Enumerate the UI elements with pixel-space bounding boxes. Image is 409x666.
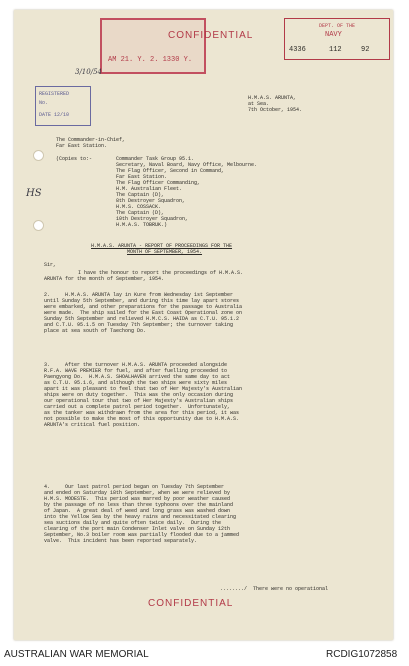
para4-line1: 4. Our last patrol period began on Tuesday 7th September (44, 484, 225, 490)
continuation-line: ......../ There were no operational (220, 586, 329, 592)
para3-line10: not possible to make the most of this opportunity due to H.M.A.S. (44, 416, 240, 422)
copies-line-9: H.M.S. COSSACK. (116, 204, 162, 210)
para3-line2: R.F.A. WAVE PREMIER for fuel, and after fuelling proceeded to (44, 368, 228, 374)
para3-line5: apart it was pleasant to feel that two of Her Majesty's Australian (44, 386, 243, 392)
para1-line2: ARUNTA for the month of September, 1954. (44, 276, 165, 282)
para2-line1: 2. H.M.A.S. ARUNTA lay in Kure from Wednesday 1st September (44, 292, 234, 298)
department-stamp-line2: NAVY (325, 31, 342, 39)
para3-line11: ARUNTA's critical fuel position. (44, 422, 141, 428)
para2-line7: place at sea south of Taechong Do. (44, 328, 147, 334)
confidential-stamp-top: CONFIDENTIAL (168, 30, 254, 41)
copies-line-1: Commander Task Group 95.1. (116, 156, 195, 162)
para4-line5: of Japan. A great deal of weed and long grass was washed down (44, 508, 231, 514)
header-location: at Sea. (248, 101, 270, 107)
copies-line-11: 10th Destroyer Squadron, (116, 216, 189, 222)
para4-line7: sea suctions daily and quite often twice daily. During the (44, 520, 222, 526)
handwritten-margin-mark: HS (26, 188, 42, 199)
para4-line9: September, No.3 boiler room was partially flooded due to a jammed (44, 532, 240, 538)
copies-line-7: The Captain (D), (116, 192, 165, 198)
copies-line-8: 8th Destroyer Squadron, (116, 198, 186, 204)
para3-line3: Paengyong Do. H.M.A.S. SHOALHAVEN arrived the same day to act (44, 374, 231, 380)
copies-line-6: H.M. Australian Fleet. (116, 186, 183, 192)
para3-line1: 3. After the turnover H.M.A.S. ARUNTA proceeded alongside (44, 362, 228, 368)
footer-institution: AUSTRALIAN WAR MEMORIAL (4, 649, 149, 660)
para4-line4: by the passage of no less than three typhoons over the mainland (44, 502, 234, 508)
subject-line-2: MONTH OF SEPTEMBER, 1954. (127, 249, 203, 255)
confidential-stamp-bottom: CONFIDENTIAL (148, 598, 234, 609)
para3-line4: as C.T.U. 95.1.6, and although the two ships were sixty miles (44, 380, 228, 386)
para3-line6: ships were on duty together. This was the only occasion during (44, 392, 234, 398)
copies-line-3: The Flag Officer, Second in Command, (116, 168, 225, 174)
copies-line-5: The Flag Officer Commanding, (116, 180, 201, 186)
salutation: Sir, (44, 262, 57, 268)
copies-label: (Copies to:- (56, 156, 93, 162)
punch-hole-bottom (33, 220, 44, 231)
handwritten-date: 3/10/54 (75, 68, 102, 76)
received-stamp (100, 18, 206, 74)
file-reference-3: 92 (361, 46, 370, 54)
para2-line3: were embarked, and other preparations for the passage to Australia (44, 304, 243, 310)
para4-line3: H.M.S. MODESTE. This period was marred by poor weather caused (44, 496, 231, 502)
para2-line6: and C.T.U. 95.1.5 on Tuesday 7th September; the turnover taking (44, 322, 234, 328)
received-stamp-text: AM 21. Y. 2. 1330 Y. (108, 56, 193, 64)
para2-line5: Sunday 5th September and relieved H.M.C.S. HAIDA as C.T.U. 95.1.2 (44, 316, 240, 322)
para4-line6: into the Yellow Sea by the heavy rains and necessitated clearing (44, 514, 237, 520)
para2-line2: until Sunday 5th September, and during this time lay apart stores (44, 298, 240, 304)
header-date: 7th October, 1954. (248, 107, 303, 113)
copies-line-2: Secretary, Naval Board, Navy Office, Melbourne. (116, 162, 258, 168)
department-stamp-line1: DEPT. OF THE (319, 23, 356, 29)
copies-line-12: H.M.A.S. TOBRUK.) (116, 222, 168, 228)
punch-hole-top (33, 150, 44, 161)
copies-line-4: Far East Station. (116, 174, 168, 180)
registered-stamp (35, 86, 91, 126)
copies-line-10: The Captain (D), (116, 210, 165, 216)
footer-record-id: RCDIG1072858 (326, 649, 398, 660)
para3-line8: carried out a complete patrol period together. Unfortunately, (44, 404, 231, 410)
header-ship: H.M.A.S. ARUNTA, (248, 95, 297, 101)
archive-footer (0, 645, 409, 666)
subject-line-1: H.M.A.S. ARUNTA - REPORT OF PROCEEDINGS FOR THE (91, 243, 233, 249)
file-reference-2: 112 (329, 46, 342, 54)
registered-stamp-line2: No. (39, 100, 49, 106)
addressee-line-1: The Commander-in-Chief, (56, 137, 126, 143)
para1-line1: I have the honour to report the proceedings of H.M.A.S. (78, 270, 244, 276)
addressee-line-2: Far East Station. (56, 143, 108, 149)
registered-stamp-line1: REGISTERED (39, 91, 70, 97)
para2-line4: were made. The ship sailed for the East Coast Operational zone on (44, 310, 243, 316)
para4-line10: valve. This incident has been reported separately. (44, 538, 198, 544)
para4-line2: and ended on Saturday 18th September, when we were relieved by (44, 490, 231, 496)
para3-line9: as the tanker was withdrawn from the area for this period, it was (44, 410, 240, 416)
para3-line7: our operational tour that two of Her Majesty's Australian ships (44, 398, 234, 404)
file-reference-1: 4336 (289, 46, 306, 54)
registered-stamp-date: DATE 12/10 (39, 112, 70, 118)
para4-line8: clearing of the port main Condenser Inlet valve on Sunday 12th (44, 526, 231, 532)
